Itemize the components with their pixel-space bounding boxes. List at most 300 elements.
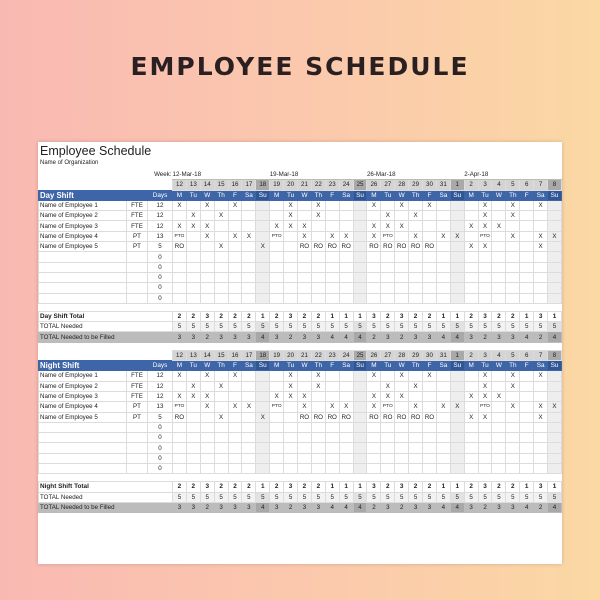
schedule-cell[interactable] [339, 381, 353, 391]
schedule-cell[interactable] [534, 422, 548, 432]
schedule-cell[interactable] [395, 381, 409, 391]
schedule-cell[interactable] [214, 433, 228, 443]
schedule-cell[interactable] [381, 272, 395, 282]
schedule-cell[interactable] [325, 453, 339, 463]
schedule-cell[interactable] [520, 422, 534, 432]
employee-type[interactable] [127, 252, 148, 262]
schedule-cell[interactable] [325, 443, 339, 453]
schedule-cell[interactable] [534, 433, 548, 443]
schedule-cell[interactable] [423, 433, 437, 443]
schedule-cell[interactable] [200, 464, 214, 474]
schedule-cell[interactable] [548, 464, 562, 474]
schedule-cell[interactable] [270, 381, 284, 391]
schedule-cell[interactable] [436, 433, 450, 443]
schedule-cell[interactable] [409, 200, 423, 210]
schedule-cell[interactable]: X [270, 221, 284, 231]
schedule-cell[interactable] [464, 231, 478, 241]
employee-type[interactable]: FTE [127, 221, 148, 231]
schedule-cell[interactable]: X [200, 200, 214, 210]
schedule-cell[interactable]: X [270, 391, 284, 401]
schedule-cell[interactable] [200, 293, 214, 303]
schedule-cell[interactable] [311, 464, 325, 474]
schedule-cell[interactable] [186, 242, 200, 252]
schedule-cell[interactable] [548, 262, 562, 272]
schedule-cell[interactable] [436, 412, 450, 422]
schedule-cell[interactable]: X [228, 402, 242, 412]
schedule-cell[interactable] [548, 221, 562, 231]
schedule-cell[interactable] [339, 371, 353, 381]
schedule-cell[interactable] [228, 221, 242, 231]
schedule-cell[interactable] [436, 200, 450, 210]
schedule-cell[interactable] [284, 443, 298, 453]
schedule-cell[interactable] [492, 242, 506, 252]
schedule-cell[interactable] [242, 412, 256, 422]
schedule-cell[interactable]: X [325, 231, 339, 241]
schedule-cell[interactable] [325, 262, 339, 272]
schedule-cell[interactable] [256, 381, 270, 391]
schedule-cell[interactable]: X [367, 221, 381, 231]
schedule-cell[interactable]: X [284, 221, 298, 231]
schedule-cell[interactable] [395, 231, 409, 241]
schedule-cell[interactable]: X [478, 242, 492, 252]
schedule-cell[interactable] [228, 293, 242, 303]
schedule-cell[interactable] [478, 433, 492, 443]
schedule-cell[interactable]: RO [339, 242, 353, 252]
employee-name[interactable]: Name of Employee 1 [39, 200, 127, 210]
schedule-cell[interactable] [228, 211, 242, 221]
schedule-cell[interactable] [381, 283, 395, 293]
schedule-cell[interactable] [270, 283, 284, 293]
schedule-cell[interactable] [339, 391, 353, 401]
schedule-cell[interactable] [450, 262, 464, 272]
schedule-cell[interactable] [186, 412, 200, 422]
schedule-cell[interactable] [506, 412, 520, 422]
schedule-cell[interactable] [353, 433, 367, 443]
schedule-cell[interactable] [548, 211, 562, 221]
schedule-cell[interactable] [450, 433, 464, 443]
schedule-cell[interactable]: X [534, 402, 548, 412]
schedule-cell[interactable] [464, 272, 478, 282]
schedule-cell[interactable] [186, 231, 200, 241]
schedule-cell[interactable]: X [534, 412, 548, 422]
schedule-cell[interactable] [311, 272, 325, 282]
schedule-cell[interactable] [242, 293, 256, 303]
schedule-cell[interactable]: X [173, 371, 187, 381]
schedule-cell[interactable] [534, 283, 548, 293]
schedule-cell[interactable]: X [173, 200, 187, 210]
schedule-cell[interactable] [409, 371, 423, 381]
schedule-cell[interactable] [534, 381, 548, 391]
schedule-cell[interactable] [270, 272, 284, 282]
schedule-cell[interactable] [325, 283, 339, 293]
schedule-cell[interactable]: PTO [381, 231, 395, 241]
schedule-cell[interactable] [284, 242, 298, 252]
schedule-cell[interactable] [173, 433, 187, 443]
schedule-cell[interactable]: X [464, 412, 478, 422]
schedule-cell[interactable] [423, 231, 437, 241]
schedule-cell[interactable] [464, 381, 478, 391]
schedule-cell[interactable] [242, 391, 256, 401]
schedule-cell[interactable] [464, 293, 478, 303]
schedule-cell[interactable]: RO [339, 412, 353, 422]
schedule-cell[interactable] [339, 293, 353, 303]
schedule-cell[interactable]: X [464, 221, 478, 231]
schedule-cell[interactable] [325, 464, 339, 474]
schedule-cell[interactable] [311, 443, 325, 453]
schedule-cell[interactable] [534, 262, 548, 272]
schedule-cell[interactable] [534, 391, 548, 401]
schedule-cell[interactable] [325, 221, 339, 231]
schedule-cell[interactable] [298, 293, 312, 303]
employee-name[interactable] [39, 443, 127, 453]
schedule-cell[interactable] [548, 200, 562, 210]
schedule-cell[interactable] [339, 211, 353, 221]
schedule-cell[interactable] [242, 283, 256, 293]
schedule-cell[interactable] [464, 402, 478, 412]
schedule-cell[interactable] [520, 391, 534, 401]
schedule-cell[interactable]: X [395, 371, 409, 381]
schedule-cell[interactable] [339, 221, 353, 231]
schedule-cell[interactable] [339, 464, 353, 474]
schedule-cell[interactable] [325, 211, 339, 221]
schedule-cell[interactable] [339, 443, 353, 453]
schedule-cell[interactable] [436, 443, 450, 453]
employee-name[interactable] [39, 433, 127, 443]
schedule-cell[interactable] [186, 402, 200, 412]
schedule-cell[interactable] [270, 252, 284, 262]
schedule-cell[interactable] [214, 272, 228, 282]
schedule-cell[interactable] [534, 453, 548, 463]
schedule-cell[interactable] [214, 391, 228, 401]
schedule-cell[interactable] [270, 443, 284, 453]
schedule-cell[interactable] [423, 252, 437, 262]
schedule-cell[interactable] [520, 453, 534, 463]
schedule-cell[interactable]: X [478, 391, 492, 401]
schedule-cell[interactable] [548, 412, 562, 422]
schedule-cell[interactable]: X [381, 381, 395, 391]
schedule-cell[interactable] [548, 422, 562, 432]
schedule-cell[interactable] [256, 272, 270, 282]
schedule-cell[interactable] [339, 272, 353, 282]
schedule-cell[interactable] [506, 464, 520, 474]
schedule-cell[interactable] [242, 272, 256, 282]
schedule-cell[interactable] [492, 381, 506, 391]
week-start-date[interactable]: 12-Mar-18 [173, 170, 270, 180]
schedule-cell[interactable] [423, 381, 437, 391]
employee-type[interactable]: FTE [127, 371, 148, 381]
schedule-cell[interactable]: X [381, 391, 395, 401]
schedule-cell[interactable] [353, 283, 367, 293]
schedule-cell[interactable] [464, 211, 478, 221]
schedule-cell[interactable] [270, 262, 284, 272]
schedule-cell[interactable] [367, 283, 381, 293]
schedule-cell[interactable] [367, 464, 381, 474]
schedule-cell[interactable] [409, 293, 423, 303]
schedule-cell[interactable] [256, 464, 270, 474]
schedule-cell[interactable] [464, 443, 478, 453]
schedule-cell[interactable] [409, 422, 423, 432]
schedule-cell[interactable]: X [464, 242, 478, 252]
schedule-cell[interactable]: RO [409, 412, 423, 422]
schedule-cell[interactable] [395, 211, 409, 221]
schedule-cell[interactable] [395, 262, 409, 272]
schedule-cell[interactable] [423, 293, 437, 303]
schedule-cell[interactable]: X [395, 221, 409, 231]
schedule-cell[interactable] [228, 272, 242, 282]
schedule-cell[interactable] [367, 262, 381, 272]
schedule-cell[interactable] [298, 211, 312, 221]
schedule-cell[interactable] [450, 443, 464, 453]
schedule-cell[interactable] [464, 464, 478, 474]
schedule-cell[interactable]: PTO [381, 402, 395, 412]
schedule-cell[interactable]: X [311, 211, 325, 221]
schedule-cell[interactable] [242, 221, 256, 231]
schedule-cell[interactable] [367, 272, 381, 282]
schedule-cell[interactable] [548, 293, 562, 303]
schedule-cell[interactable] [436, 242, 450, 252]
employee-name[interactable]: Name of Employee 4 [39, 402, 127, 412]
schedule-cell[interactable] [214, 283, 228, 293]
schedule-cell[interactable]: X [325, 402, 339, 412]
schedule-cell[interactable]: X [228, 200, 242, 210]
schedule-cell[interactable] [186, 262, 200, 272]
schedule-cell[interactable] [423, 211, 437, 221]
employee-type[interactable] [127, 283, 148, 293]
schedule-cell[interactable] [214, 371, 228, 381]
employee-type[interactable] [127, 272, 148, 282]
employee-name[interactable]: Name of Employee 2 [39, 211, 127, 221]
schedule-cell[interactable]: X [228, 231, 242, 241]
schedule-cell[interactable] [367, 381, 381, 391]
schedule-cell[interactable] [173, 293, 187, 303]
schedule-cell[interactable] [242, 422, 256, 432]
employee-name[interactable]: Name of Employee 1 [39, 371, 127, 381]
schedule-cell[interactable]: X [464, 391, 478, 401]
schedule-cell[interactable] [200, 453, 214, 463]
schedule-cell[interactable] [478, 262, 492, 272]
employee-type[interactable]: FTE [127, 391, 148, 401]
schedule-cell[interactable]: X [311, 200, 325, 210]
schedule-cell[interactable]: X [436, 231, 450, 241]
schedule-cell[interactable] [492, 371, 506, 381]
schedule-cell[interactable] [173, 422, 187, 432]
schedule-cell[interactable] [450, 422, 464, 432]
schedule-cell[interactable] [436, 464, 450, 474]
schedule-cell[interactable] [353, 412, 367, 422]
schedule-cell[interactable]: X [423, 200, 437, 210]
schedule-cell[interactable] [436, 293, 450, 303]
schedule-cell[interactable] [186, 283, 200, 293]
schedule-cell[interactable]: X [284, 211, 298, 221]
schedule-cell[interactable] [228, 422, 242, 432]
schedule-cell[interactable] [256, 221, 270, 231]
schedule-cell[interactable] [548, 381, 562, 391]
schedule-cell[interactable] [173, 262, 187, 272]
schedule-cell[interactable] [395, 283, 409, 293]
schedule-cell[interactable]: X [367, 391, 381, 401]
schedule-cell[interactable]: RO [367, 242, 381, 252]
schedule-cell[interactable] [548, 283, 562, 293]
schedule-cell[interactable] [200, 262, 214, 272]
schedule-cell[interactable] [325, 371, 339, 381]
schedule-cell[interactable] [478, 252, 492, 262]
schedule-cell[interactable]: X [506, 200, 520, 210]
schedule-cell[interactable] [173, 272, 187, 282]
schedule-cell[interactable] [548, 242, 562, 252]
schedule-cell[interactable] [478, 293, 492, 303]
schedule-cell[interactable] [311, 283, 325, 293]
schedule-cell[interactable] [353, 272, 367, 282]
schedule-cell[interactable]: RO [381, 242, 395, 252]
schedule-cell[interactable] [284, 464, 298, 474]
schedule-cell[interactable] [173, 252, 187, 262]
schedule-cell[interactable] [325, 293, 339, 303]
employee-type[interactable]: PT [127, 412, 148, 422]
schedule-cell[interactable] [436, 453, 450, 463]
schedule-cell[interactable]: X [450, 231, 464, 241]
schedule-cell[interactable]: X [298, 231, 312, 241]
employee-type[interactable] [127, 293, 148, 303]
schedule-cell[interactable]: X [492, 221, 506, 231]
schedule-cell[interactable] [242, 453, 256, 463]
week-start-date[interactable]: 2-Apr-18 [464, 170, 561, 180]
schedule-cell[interactable] [423, 262, 437, 272]
schedule-cell[interactable]: X [381, 211, 395, 221]
schedule-cell[interactable]: X [478, 221, 492, 231]
schedule-cell[interactable] [311, 391, 325, 401]
schedule-cell[interactable]: X [548, 402, 562, 412]
schedule-cell[interactable]: X [450, 402, 464, 412]
schedule-cell[interactable] [520, 402, 534, 412]
schedule-cell[interactable]: RO [395, 412, 409, 422]
schedule-cell[interactable] [423, 443, 437, 453]
schedule-cell[interactable] [256, 453, 270, 463]
employee-type[interactable]: FTE [127, 381, 148, 391]
schedule-cell[interactable] [423, 453, 437, 463]
schedule-cell[interactable] [381, 252, 395, 262]
schedule-cell[interactable] [436, 211, 450, 221]
schedule-cell[interactable] [450, 412, 464, 422]
schedule-cell[interactable] [242, 433, 256, 443]
schedule-cell[interactable] [353, 371, 367, 381]
schedule-cell[interactable] [200, 433, 214, 443]
schedule-cell[interactable]: X [200, 371, 214, 381]
schedule-cell[interactable]: X [339, 231, 353, 241]
schedule-cell[interactable]: X [186, 381, 200, 391]
schedule-cell[interactable] [270, 433, 284, 443]
schedule-cell[interactable]: X [409, 231, 423, 241]
schedule-cell[interactable] [270, 293, 284, 303]
schedule-cell[interactable] [173, 453, 187, 463]
schedule-cell[interactable]: PTO [478, 402, 492, 412]
schedule-cell[interactable] [186, 371, 200, 381]
schedule-cell[interactable]: X [298, 391, 312, 401]
schedule-cell[interactable]: PTO [270, 402, 284, 412]
schedule-cell[interactable] [228, 453, 242, 463]
schedule-cell[interactable] [395, 453, 409, 463]
employee-type[interactable]: PT [127, 402, 148, 412]
schedule-cell[interactable] [353, 391, 367, 401]
schedule-cell[interactable] [395, 422, 409, 432]
schedule-cell[interactable] [325, 391, 339, 401]
schedule-cell[interactable] [270, 464, 284, 474]
schedule-cell[interactable] [450, 293, 464, 303]
schedule-cell[interactable] [214, 464, 228, 474]
schedule-cell[interactable]: X [298, 402, 312, 412]
schedule-cell[interactable] [353, 381, 367, 391]
schedule-cell[interactable] [409, 221, 423, 231]
schedule-cell[interactable] [450, 242, 464, 252]
schedule-cell[interactable] [423, 221, 437, 231]
schedule-cell[interactable] [256, 443, 270, 453]
employee-type[interactable] [127, 453, 148, 463]
schedule-cell[interactable] [353, 262, 367, 272]
schedule-cell[interactable]: X [200, 221, 214, 231]
schedule-cell[interactable] [214, 422, 228, 432]
employee-type[interactable] [127, 464, 148, 474]
employee-name[interactable]: Name of Employee 3 [39, 221, 127, 231]
schedule-cell[interactable] [478, 422, 492, 432]
schedule-cell[interactable] [395, 402, 409, 412]
schedule-cell[interactable] [506, 453, 520, 463]
employee-type[interactable] [127, 443, 148, 453]
schedule-cell[interactable] [339, 283, 353, 293]
schedule-cell[interactable] [228, 283, 242, 293]
schedule-cell[interactable] [311, 293, 325, 303]
schedule-cell[interactable] [242, 262, 256, 272]
schedule-cell[interactable]: X [367, 402, 381, 412]
schedule-cell[interactable] [298, 381, 312, 391]
schedule-cell[interactable] [256, 262, 270, 272]
schedule-cell[interactable] [186, 422, 200, 432]
schedule-cell[interactable] [298, 453, 312, 463]
schedule-cell[interactable] [492, 211, 506, 221]
schedule-cell[interactable] [270, 371, 284, 381]
schedule-cell[interactable] [548, 433, 562, 443]
schedule-cell[interactable]: RO [298, 412, 312, 422]
schedule-cell[interactable] [423, 464, 437, 474]
schedule-cell[interactable] [173, 283, 187, 293]
schedule-cell[interactable] [214, 443, 228, 453]
schedule-cell[interactable] [311, 231, 325, 241]
schedule-cell[interactable]: RO [311, 242, 325, 252]
schedule-cell[interactable] [520, 371, 534, 381]
schedule-cell[interactable] [436, 272, 450, 282]
week-start-date[interactable]: 19-Mar-18 [270, 170, 367, 180]
schedule-cell[interactable] [409, 283, 423, 293]
schedule-cell[interactable] [506, 283, 520, 293]
schedule-cell[interactable]: X [214, 211, 228, 221]
schedule-cell[interactable] [200, 252, 214, 262]
schedule-cell[interactable] [325, 433, 339, 443]
schedule-cell[interactable] [492, 402, 506, 412]
schedule-cell[interactable] [534, 272, 548, 282]
schedule-cell[interactable] [284, 402, 298, 412]
schedule-cell[interactable] [450, 283, 464, 293]
schedule-cell[interactable] [450, 252, 464, 262]
schedule-cell[interactable]: X [478, 412, 492, 422]
schedule-cell[interactable]: X [395, 391, 409, 401]
schedule-cell[interactable] [534, 443, 548, 453]
schedule-cell[interactable] [436, 422, 450, 432]
employee-name[interactable] [39, 293, 127, 303]
schedule-cell[interactable] [284, 422, 298, 432]
schedule-cell[interactable] [492, 453, 506, 463]
employee-name[interactable] [39, 464, 127, 474]
schedule-cell[interactable]: X [173, 391, 187, 401]
schedule-cell[interactable] [298, 262, 312, 272]
schedule-cell[interactable] [492, 293, 506, 303]
